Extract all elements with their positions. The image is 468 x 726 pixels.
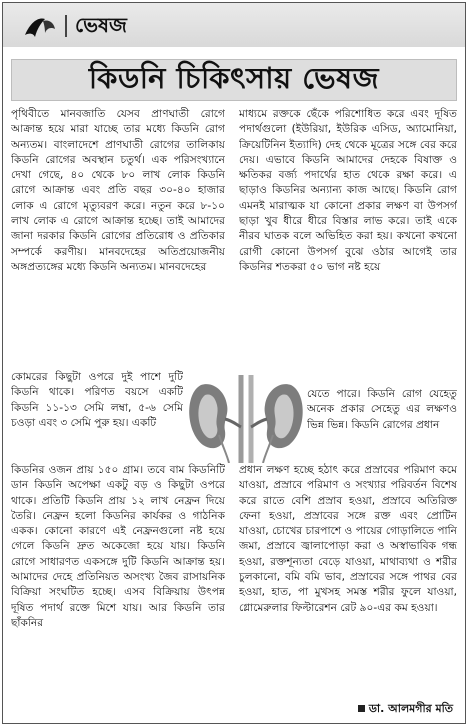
- article-column-left-wrap: [11, 370, 183, 462]
- newspaper-page: [2, 2, 466, 724]
- header-separator: [65, 15, 67, 37]
- article-column-right-top: [239, 107, 457, 385]
- headline-box: [11, 59, 457, 101]
- author-name: ডা. আলমগীর মতি: [368, 702, 453, 715]
- article-text: যেতে পারে। কিডনি রোগ যেহেতু অনেক প্রকার সেহেতু এর লক্ষণও ভিন্ন ভিন্ন। কিডনি রোগের প্রধান: [307, 388, 457, 431]
- article-column-right-bottom: [239, 463, 457, 703]
- section-title: ভেষজ: [75, 13, 127, 37]
- article-column-left-top: [11, 107, 225, 369]
- article-text: প্রধান লক্ষণ হচ্ছে হঠাৎ করে প্রস্রাবের পরিমাণ কমে যাওয়া, প্রস্রাবে পরিমাণ ও সংখ্যার পরিবর্তন বিশেষ করে রাতে বেশি প্রস্রাব হওয়া, প্রস্রাবে অতিরিক্ত ফেনা হওয়া, প্রস্রাবের সঙ্গে রক্ত এবং প্রোটিন যাওয়া, চোখের চারপাশে ও পায়ের গোড়ালিতে পানি জমা, প্রস্রাবে জ্বালাপোড়া করা ও অস্বাভাবিক গন্ধ হওয়া, রক্তশূন্যতা বেড়ে যাওয়া, মাথাব্যথা ও শরীর চুলকানো, বমি বমি ভাব, প্রস্রাবের সঙ্গে পাথর বের হওয়া, হাত, পা মুখসহ সমস্ত শরীর ফুলে যাওয়া, গ্লোমেরুলার ফিল্টারেশন রেট ৯০-এর কম হওয়া।: [239, 464, 457, 614]
- article-text: মাধ্যমে রক্তকে ছেঁকে পরিশোধিত করে এবং দূষিত পদার্থগুলো (ইউরিয়া, ইউরিক এসিড, অ্যামোনিয়া, ক্রিয়েটিনিন ইত্যাদি) দেহ থেকে মূত্রের সঙ্গে বের করে দেয়। এভাবে কিডনি আমাদের দেহকে বিষাক্ত ও ক্ষতিকর বর্জ্য পদার্থের হাত থেকে রক্ষা করে। এ ছাড়াও কিডনির অন্যান্য কাজ আছে। কিডনি রোগ এমনই মারাত্মক যা কোনো প্রকার লক্ষণ বা উপসর্গ ছাড়া খুব ধীরে ধীরে বিস্তার লাভ করে। তাই একে নীরব ঘাতক বলে অভিহিত করা হয়। কখনো কখনো রোগী কোনো উপসর্গ বুঝে ওঠার আগেই তার কিডনির শতকরা ৫০ ভাগ নষ্ট হয়ে: [239, 108, 457, 273]
- square-bullet-icon: [358, 705, 365, 712]
- bird-logo-icon: [23, 13, 57, 41]
- kidney-illustration: [183, 375, 309, 463]
- article-column-right-wrap: [307, 387, 457, 463]
- article-text: কিডনির ওজন প্রায় ১৫০ গ্রাম। তবে বাম কিডনিটি ডান কিডনি অপেক্ষা একটু বড় ও কিছুটা ওপরে থাকে। প্রতিটি কিডনি প্রায় ১২ লাখ নেফ্রন দিয়ে তৈরি। নেফ্রন হলো কিডনির কার্যকর ও গাঠনিক একক। কোনো কারণে এই নেফ্রনগুলো নষ্ট হয়ে গেলে কিডনি দ্রুত অকেজো হয়ে যায়। কিডনি রোগে সাধারণত একসঙ্গে দুটি কিডনি আক্রান্ত হয়। আমাদের দেহে প্রতিনিয়ত অসংখ্য জৈব রাসায়নিক বিক্রিয়া সংঘটিত হচ্ছে। এসব বিক্রিয়ায় উৎপন্ন দূষিত পদার্থ রক্তে মিশে যায়। আর কিডনি তার ছাঁকনির: [11, 464, 225, 629]
- article-column-left-bottom: [11, 463, 225, 709]
- author-byline: [358, 700, 453, 719]
- article-headline: কিডনি চিকিৎসায় ভেষজ: [88, 60, 380, 95]
- section-header-bar: [3, 3, 465, 47]
- article-text: পৃথিবীতে মানবজাতি যেসব প্রাণঘাতী রোগে আক্রান্ত হয়ে মারা যাচ্ছে তার মধ্যে কিডনি রোগ অন্যতম। বাংলাদেশে প্রাণঘাতী রোগের তালিকায় কিডনি রোগের অবস্থান চতুর্থ। এক পরিসংখ্যানে দেখা গেছে, ৪০ থেকে ৮০ লাখ লোক কিডনি রোগে আক্রান্ত এবং প্রতি বছর ৩০-৪০ হাজার লোক এ রোগে মৃত্যুবরণ করে। নতুন করে ৮-১০ লাখ লোক এ রোগে আক্রান্ত হচ্ছে। তাই আমাদের জানা দরকার কিডনি রোগের প্রতিরোধ ও প্রতিকার সম্পর্কে করণীয়। মানবদেহের অতিপ্রয়োজনীয় অঙ্গপ্রত্যঙ্গের মধ্যে কিডনি অন্যতম। মানবদেহের: [11, 108, 225, 273]
- article-text: কোমরের কিছুটা ওপরে দুই পাশে দুটি কিডনি থাকে। পরিণত বয়সে একটি কিডনি ১১-১৩ সেমি লম্বা, ৫-৬ সেমি চওড়া এবং ৩ সেমি পুরু হয়। একটি: [11, 371, 183, 429]
